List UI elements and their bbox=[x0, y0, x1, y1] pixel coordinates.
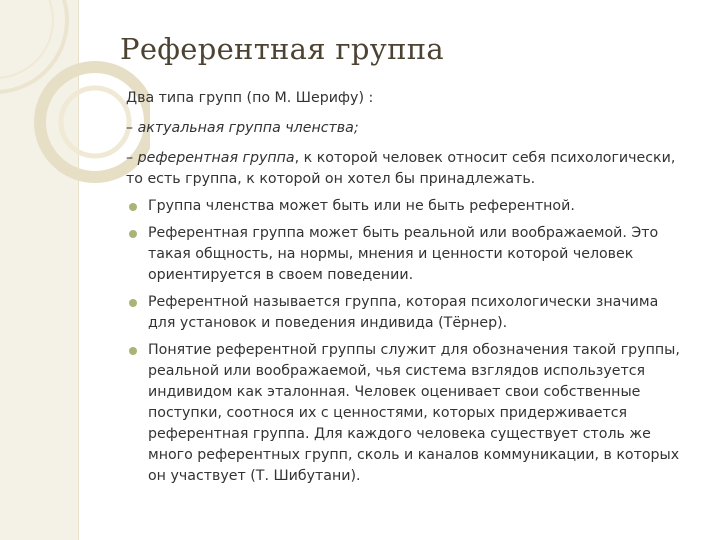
round-bullet-icon bbox=[129, 230, 137, 238]
round-bullet-icon bbox=[129, 203, 137, 211]
bullet-line: реальной или воображаемой, чья система взглядов используется bbox=[148, 363, 646, 379]
slide-title: Референтная группа bbox=[120, 32, 444, 66]
bullet-item bbox=[126, 340, 701, 487]
bullet-line: он участвует (Т. Шибутани). bbox=[148, 468, 361, 484]
dash-italic-text: актуальная группа членства; bbox=[137, 120, 359, 136]
dash-rest-text: , к которой человек относит себя психологически, bbox=[294, 150, 676, 166]
bullet-item bbox=[126, 223, 701, 286]
bullet-line: поступки, соотнося их с ценностями, которых придерживается bbox=[148, 405, 628, 421]
bullet-line: много референтных групп, сколь и каналов коммуникации, в которых bbox=[148, 447, 680, 463]
bullet-item bbox=[126, 292, 701, 334]
dash-continuation-text: то есть группа, к которой он хотел бы принадлежать. bbox=[126, 171, 536, 187]
bullet-line: референтная группа. Для каждого человека существует столь же bbox=[148, 426, 651, 442]
dash-prefix: – bbox=[126, 120, 138, 136]
round-bullet-icon bbox=[129, 347, 137, 355]
bullet-line: такая общность, на нормы, мнения и ценности которой человек bbox=[148, 246, 634, 262]
intro-text: Два типа групп (по М. Шерифу) : bbox=[126, 90, 374, 106]
bullet-line: для установок и поведения индивида (Тёрнер). bbox=[148, 315, 508, 331]
dash-prefix: – bbox=[126, 150, 138, 166]
bullet-line: индивидом как эталонная. Человек оценивает свои собственные bbox=[148, 384, 641, 400]
bullet-line: Группа членства может быть или не быть референтной. bbox=[148, 198, 575, 214]
dash-italic-text: референтная группа bbox=[137, 150, 295, 166]
bullet-line: Референтная группа может быть реальной или воображаемой. Это bbox=[148, 225, 659, 241]
bullet-line: Референтной называется группа, которая психологически значима bbox=[148, 294, 659, 310]
slide-body bbox=[126, 88, 701, 487]
bullet-line: Понятие референтной группы служит для обозначения такой группы, bbox=[148, 342, 680, 358]
bullet-line: ориентируется в своем поведении. bbox=[148, 267, 414, 283]
dash-item-membership bbox=[126, 118, 701, 139]
bullet-item bbox=[126, 196, 701, 217]
bullet-list bbox=[126, 196, 701, 487]
dash-item-reference bbox=[126, 148, 701, 190]
round-bullet-icon bbox=[129, 299, 137, 307]
